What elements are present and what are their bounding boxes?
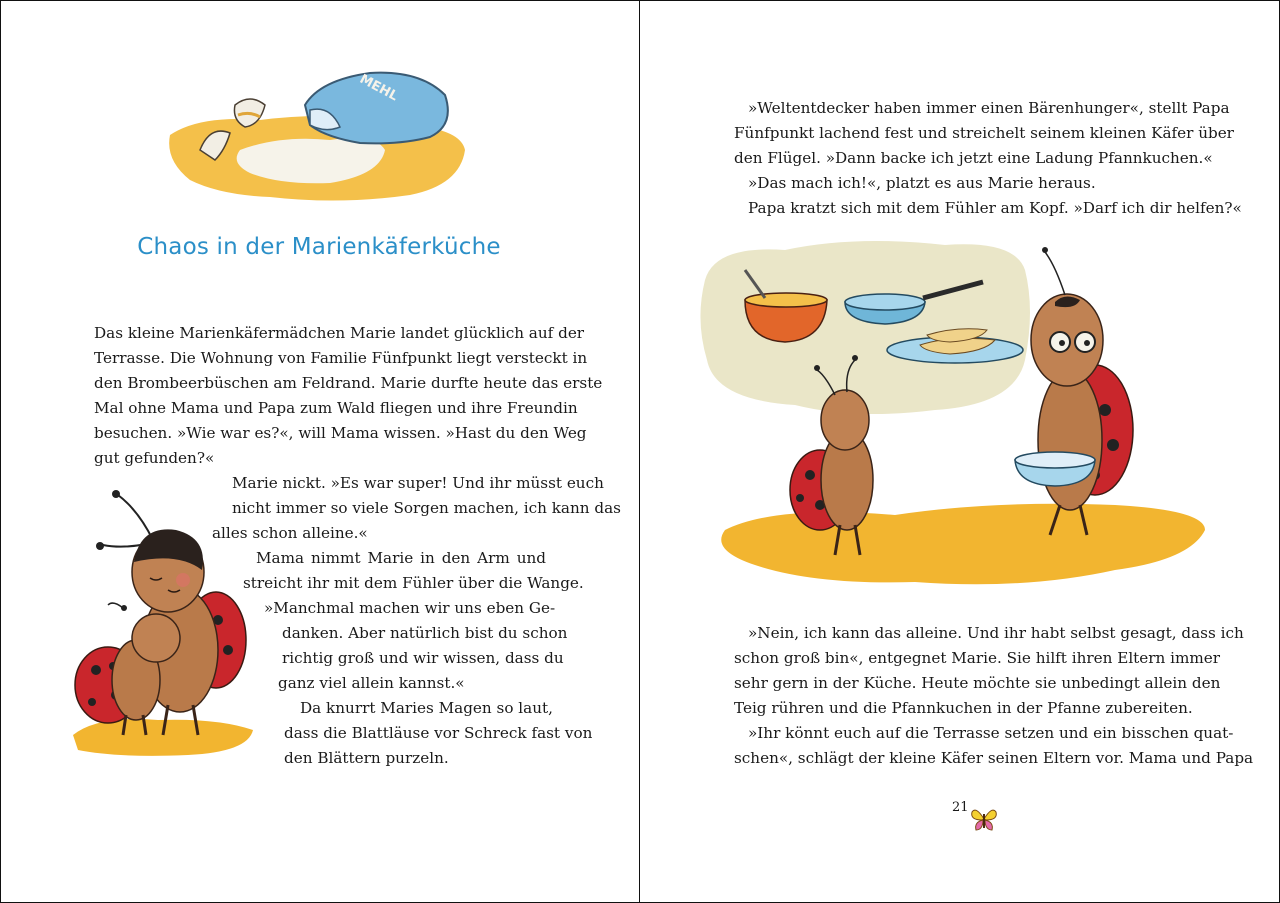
butterfly-icon <box>970 806 998 832</box>
text-line: Fünfpunkt lachend fest und streichelt seinem kleinen Käfer über <box>734 124 1234 142</box>
text-line: den Brombeerbüschen am Feldrand. Marie durfte heute das erste <box>94 374 603 392</box>
text-line: sehr gern in der Küche. Heute möchte sie unbedingt allein den <box>734 674 1221 692</box>
text-line: Papa kratzt sich mit dem Fühler am Kopf. »Darf ich dir helfen?« <box>748 199 1242 217</box>
text-line: dass die Blattläuse vor Schreck fast von <box>284 724 593 742</box>
text-line: streicht ihr mit dem Fühler über die Wange. <box>243 574 584 592</box>
text-line: »Das mach ich!«, platzt es aus Marie heraus. <box>748 174 1096 192</box>
flour-egg-illustration <box>160 65 480 215</box>
kitchen-ladybugs-illustration <box>695 230 1215 600</box>
text-line: besuchen. »Wie war es?«, will Mama wissen. »Hast du den Weg <box>94 424 587 442</box>
right-page <box>640 0 1280 903</box>
text-line: Teig rühren und die Pfannkuchen in der Pfanne zubereiten. <box>734 699 1193 717</box>
text-line: schen«, schlägt der kleine Käfer seinen Eltern vor. Mama und Papa <box>734 749 1254 767</box>
flour-bag-label: MEHL <box>356 71 401 105</box>
text-line: Das kleine Marienkäfermädchen Marie landet glücklich auf der <box>94 324 585 342</box>
text-line: Mal ohne Mama und Papa zum Wald fliegen und ihre Freundin <box>94 399 578 417</box>
text-line: richtig groß und wir wissen, dass du <box>282 649 564 667</box>
text-line: danken. Aber natürlich bist du schon <box>282 624 568 642</box>
text-line: den Flügel. »Dann backe ich jetzt eine Ladung Pfannkuchen.« <box>734 149 1213 167</box>
text-line: schon groß bin«, entgegnet Marie. Sie hilft ihren Eltern immer <box>734 649 1221 667</box>
text-line: Da knurrt Maries Magen so laut, <box>300 699 553 717</box>
text-line: Marie nickt. »Es war super! Und ihr müsst euch <box>232 474 604 492</box>
text-line: alles schon alleine.« <box>212 524 368 542</box>
text-line: nicht immer so viele Sorgen machen, ich kann das <box>232 499 621 517</box>
page-number: 21 <box>952 800 969 815</box>
ladybug-hug-illustration <box>68 480 258 770</box>
text-line: »Weltentdecker haben immer einen Bärenhunger«, stellt Papa <box>748 99 1230 117</box>
text-line: gut gefunden?« <box>94 449 215 467</box>
left-page <box>0 0 639 903</box>
chapter-title: Chaos in der Marienkäferküche <box>137 234 501 260</box>
text-line: »Ihr könnt euch auf die Terrasse setzen und ein bisschen quat- <box>748 724 1234 742</box>
text-line: ganz viel allein kannst.« <box>278 674 465 692</box>
text-line: »Nein, ich kann das alleine. Und ihr habt selbst gesagt, dass ich <box>748 624 1244 642</box>
text-line: den Blättern purzeln. <box>284 749 449 767</box>
text-line: Terrasse. Die Wohnung von Familie Fünfpunkt liegt versteckt in <box>94 349 588 367</box>
text-line: Mama nimmt Marie in den Arm und <box>256 549 546 567</box>
text-line: »Manchmal machen wir uns eben Ge- <box>264 599 556 617</box>
